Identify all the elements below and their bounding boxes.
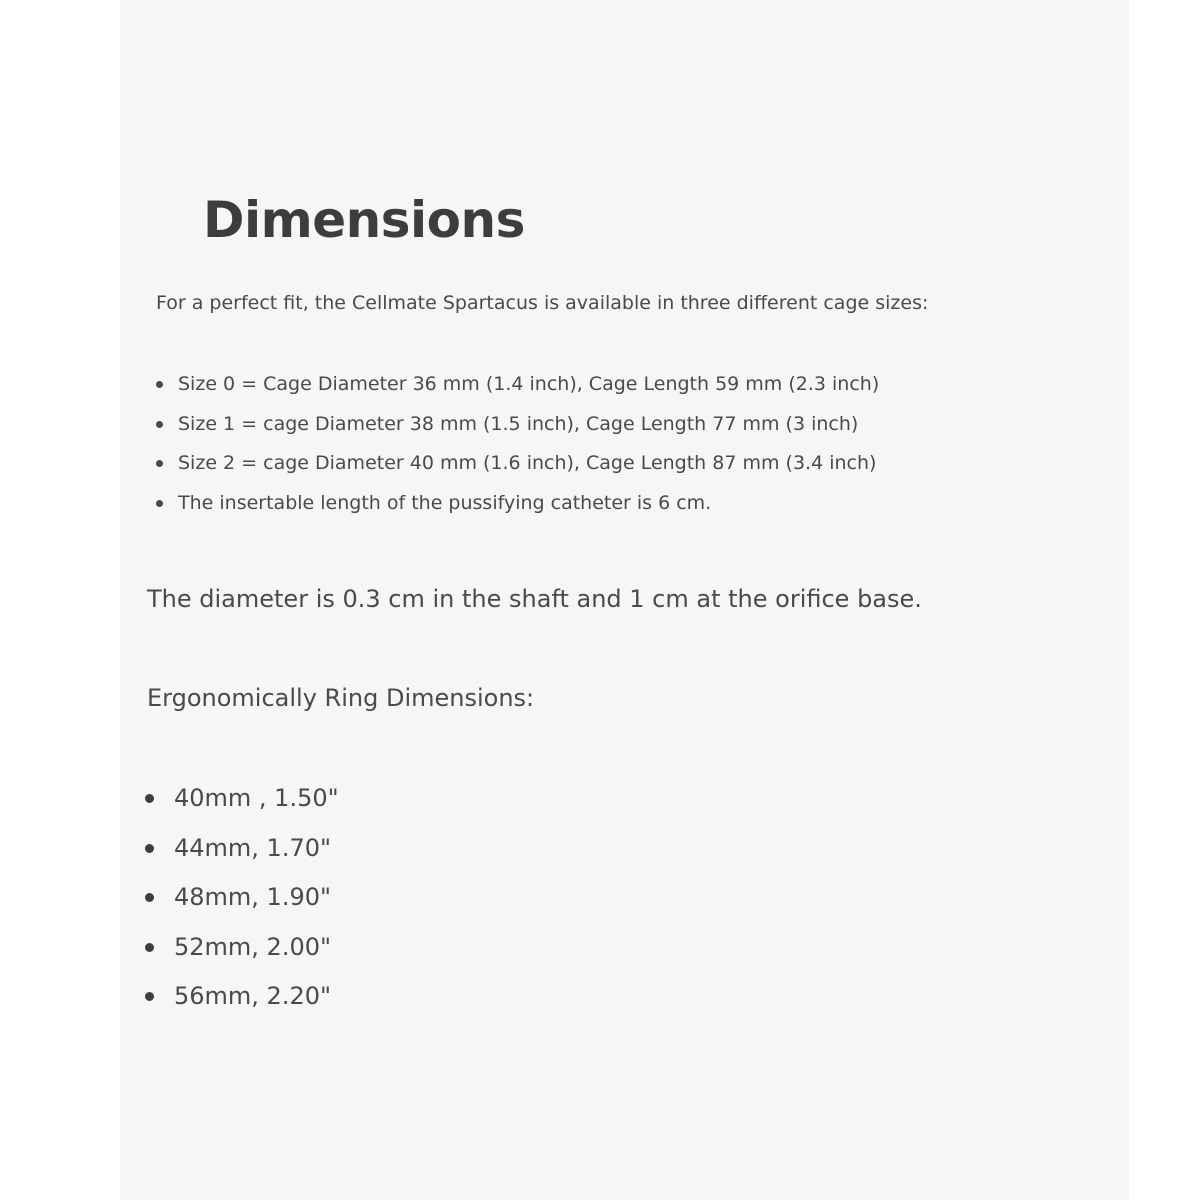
list-item-text: 52mm, 2.00" — [174, 932, 332, 961]
intro-text: For a perfect fit, the Cellmate Spartacus is available in three different cage sizes: — [156, 292, 929, 314]
page-title: Dimensions — [203, 191, 525, 249]
list-item-text: Size 1 = cage Diameter 38 mm (1.5 inch), Cage Length 77 mm (3 inch) — [178, 412, 859, 435]
bullet-icon — [145, 992, 154, 1001]
bullet-icon — [156, 381, 163, 388]
ring-size-list — [145, 774, 339, 1022]
cage-size-list — [156, 365, 879, 523]
list-item — [156, 365, 879, 405]
list-item-text: The insertable length of the pussifying catheter is 6 cm. — [178, 491, 712, 514]
list-item — [145, 824, 339, 874]
bullet-icon — [156, 500, 163, 507]
diameter-note: The diameter is 0.3 cm in the shaft and 1 cm at the orifice base. — [147, 585, 922, 613]
bullet-icon — [145, 844, 154, 853]
list-item — [145, 873, 339, 923]
ring-dimensions-title: Ergonomically Ring Dimensions: — [147, 684, 535, 712]
bullet-icon — [145, 794, 154, 803]
list-item-text: Size 0 = Cage Diameter 36 mm (1.4 inch), Cage Length 59 mm (2.3 inch) — [178, 373, 880, 395]
list-item-text: 56mm, 2.20" — [174, 982, 332, 1010]
list-item — [156, 444, 879, 484]
list-item — [156, 484, 879, 524]
list-item-text: Size 2 = cage Diameter 40 mm (1.6 inch), Cage Length 87 mm (3.4 inch) — [178, 452, 877, 474]
list-item — [145, 923, 339, 973]
bullet-icon — [145, 943, 154, 952]
list-item — [156, 405, 879, 445]
list-item — [145, 972, 339, 1022]
bullet-icon — [156, 460, 163, 467]
bullet-icon — [145, 893, 154, 902]
list-item-text: 48mm, 1.90" — [174, 883, 332, 911]
list-item-text: 40mm , 1.50" — [174, 784, 339, 812]
list-item-text: 44mm, 1.70" — [174, 833, 332, 862]
bullet-icon — [156, 421, 163, 428]
list-item — [145, 774, 339, 824]
